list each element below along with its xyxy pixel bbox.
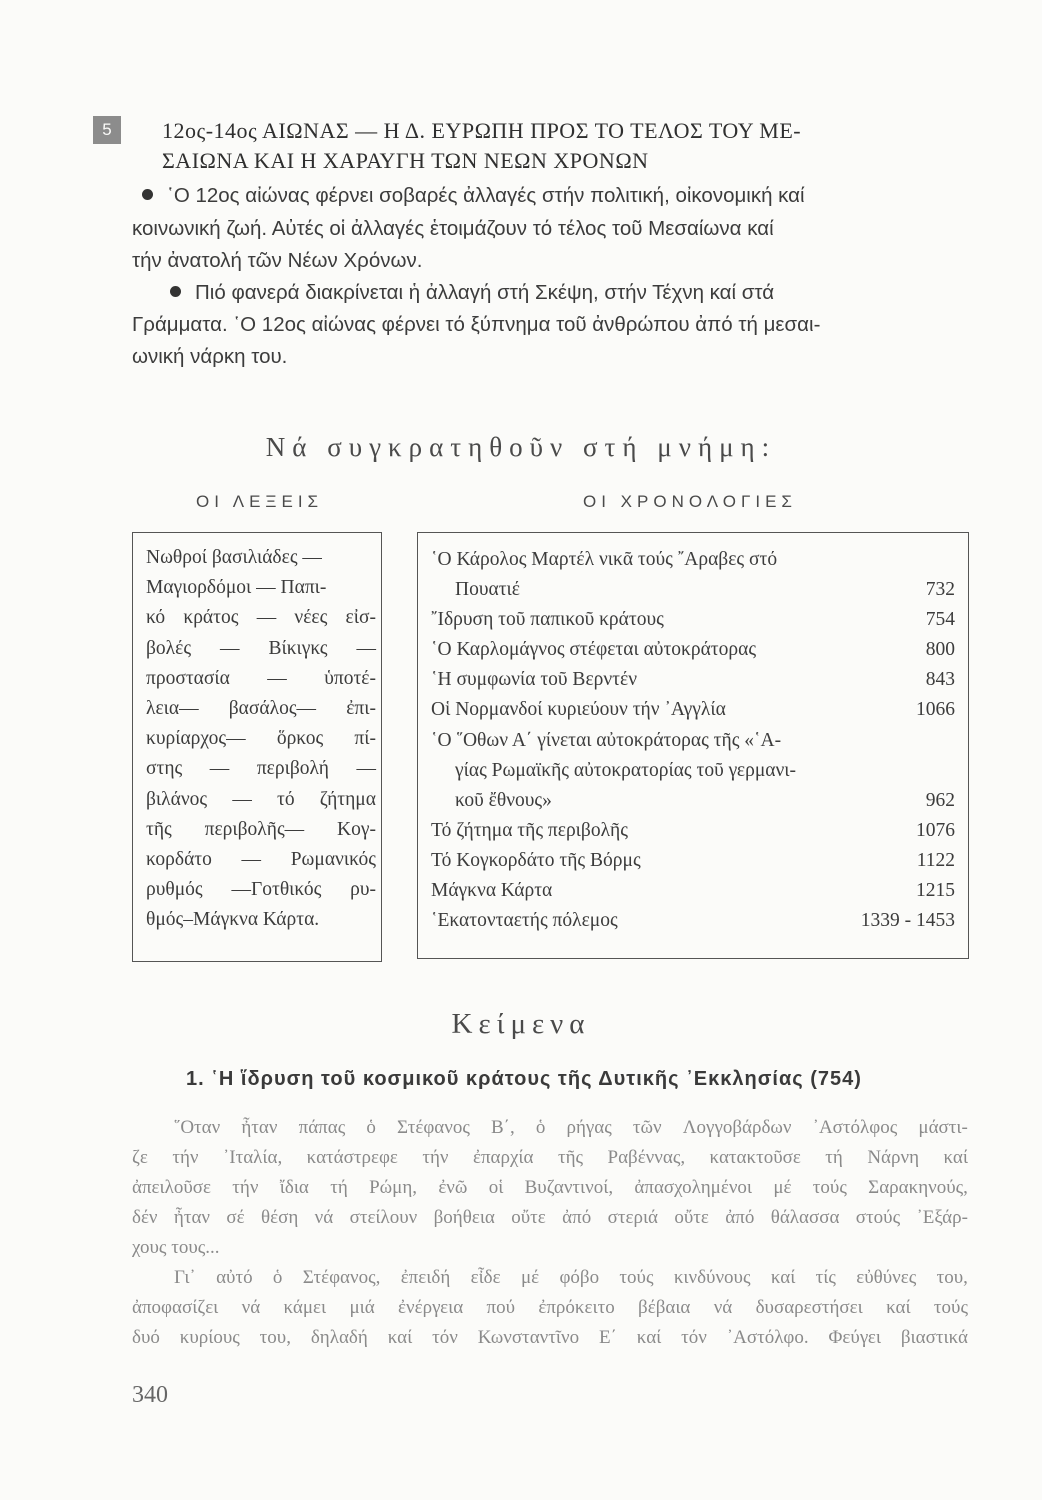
word-line: βολές — Βίκιγκς — — [146, 637, 376, 659]
body-text-line: ῞Οταν ἦταν πάπας ὁ Στέφανος Β΄, ὁ ρήγας τῶν Λογγοβάρδων ᾿Αστόλφος μάστι- — [174, 1117, 968, 1138]
page-number: 340 — [132, 1382, 168, 1408]
date-event: Τό Κογκορδάτο τῆς Βόρμς — [431, 849, 641, 871]
dates-list — [431, 545, 955, 936]
date-event: γίας Ρωμαϊκῆς αὐτοκρατορίας τοῦ γερμανι- — [455, 759, 797, 781]
word-line: κό κράτος — νέες εἰσ- — [146, 607, 376, 629]
words-list — [146, 543, 376, 936]
word-line: θμός–Μάγκνα Κάρτα. — [146, 909, 320, 931]
date-event: Οἱ Νορμανδοί κυριεύουν τήν ᾿Αγγλία — [431, 699, 726, 721]
body-text-line: χους τους... — [132, 1237, 220, 1258]
date-year: 1339 - 1453 — [860, 910, 955, 932]
date-row — [431, 786, 955, 816]
body-text-line: Γι᾿ αὐτό ὁ Στέφανος, ἐπειδή εἶδε μέ φόβο τούς κινδύνους καί τίς εὐθύνες του, — [174, 1267, 968, 1288]
date-year: 754 — [925, 609, 955, 631]
body-text-line: δυό κυρίους του, δηλαδή καί τόν Κωνσταντῖνο Ε΄ καί τόν ᾿Αστόλφο. Φεύγει βιαστικά — [132, 1327, 968, 1348]
body-text-line: δέν ἦταν σέ θέση νά στείλουν βοήθεια οὔτε ἀπό στεριά οὔτε ἀπό θάλασσα στούς ᾿Εξάρ- — [132, 1207, 968, 1228]
date-year: 1066 — [916, 699, 955, 721]
date-event: Μάγκνα Κάρτα — [431, 880, 553, 902]
intro-paragraph-2-line-2: Γράμματα. ῾Ο 12ος αἰώνας φέρνει τό ξύπνημα τοῦ ἀνθρώπου ἀπό τή μεσαι- — [132, 313, 821, 336]
date-year: 732 — [925, 579, 955, 601]
date-event: κοῦ ἔθνους» — [455, 789, 552, 811]
word-line: προστασία — ὑποτέ- — [146, 667, 376, 689]
date-row — [431, 846, 955, 876]
chapter-title-line-2: ΣΑΙΩΝΑ ΚΑΙ Η ΧΑΡΑΥΓΗ ΤΩΝ ΝΕΩΝ ΧΡΟΝΩΝ — [162, 148, 649, 173]
word-line: Μαγιορδόμοι — Παπι- — [146, 577, 327, 599]
words-column-header: ΟΙ ΛΕΞΕΙΣ — [196, 492, 324, 511]
chapter-title-line-1: 12ος-14ος ΑΙΩΝΑΣ — Η Δ. ΕΥΡΩΠΗ ΠΡΟΣ ΤΟ ΤΕΛΟΣ ΤΟΥ ΜΕ- — [162, 118, 802, 143]
word-line: τῆς περιβολῆς— Κογ- — [146, 818, 376, 840]
date-year: 962 — [925, 789, 955, 811]
date-row — [431, 575, 955, 605]
date-event: Τό ζήτημα τῆς περιβολῆς — [431, 819, 628, 841]
date-year: 1076 — [916, 819, 955, 841]
word-line: κορδάτο — Ρωμανικός — [146, 849, 376, 871]
date-year: 1215 — [916, 880, 955, 902]
date-row — [431, 726, 955, 756]
date-row — [431, 545, 955, 575]
date-year: 843 — [925, 669, 955, 691]
date-row — [431, 665, 955, 695]
word-line: στης — περιβολή — — [146, 758, 376, 780]
word-line: βιλάνος — τό ζήτημα — [146, 788, 376, 810]
intro-paragraph-2-line-1: Πιό φανερά διακρίνεται ἡ ἀλλαγή στή Σκέψη, στήν Τέχνη καί στά — [170, 277, 774, 309]
word-line: Νωθροί βασιλιάδες — — [146, 547, 322, 568]
date-year: 1122 — [916, 849, 955, 871]
date-event: ῎Ιδρυση τοῦ παπικοῦ κράτους — [431, 609, 664, 631]
intro-paragraph-1-line-3: τήν ἀνατολή τῶν Νέων Χρόνων. — [132, 249, 423, 272]
intro-paragraph-2-line-3: ωνική νάρκη του. — [132, 345, 288, 368]
remember-heading: Νά συγκρατηθοῦν στή μνήμη: — [265, 432, 777, 462]
bullet-icon — [170, 286, 181, 297]
chapter-number-badge: 5 — [93, 116, 121, 144]
word-line: κυρίαρχος— ὅρκος πί- — [146, 728, 376, 750]
intro-paragraph-1-line-2: κοινωνική ζωή. Αὐτές οἱ ἀλλαγές ἑτοιμάζουν τό τέλος τοῦ Μεσαίωνα καί — [132, 217, 774, 240]
date-row — [431, 695, 955, 725]
bullet-icon — [142, 189, 153, 200]
date-event: ῾Ο Κάρολος Μαρτέλ νικᾶ τούς ῎Αραβες στό — [431, 549, 778, 570]
date-row — [431, 876, 955, 906]
word-line: ρυθμός —Γοτθικός ρυ- — [146, 879, 376, 901]
date-row — [431, 635, 955, 665]
date-year: 800 — [925, 639, 955, 661]
intro-paragraph-1-line-1: ῾Ο 12ος αἰώνας φέρνει σοβαρές ἀλλαγές στήν πολιτική, οἰκονομική καί — [142, 180, 805, 212]
body-text-line: ἀποφασίζει νά κάμει μιά ἐνέργεια πού ἐπρόκειτο βέβαια νά δυσαρεστήσει καί τούς — [132, 1297, 968, 1318]
date-row — [431, 816, 955, 846]
date-row — [431, 906, 955, 936]
date-event: ῾Η συμφωνία τοῦ Βερντέν — [431, 669, 638, 691]
date-row — [431, 605, 955, 635]
date-event: ῾Εκατονταετής πόλεμος — [431, 910, 618, 932]
date-row — [431, 756, 955, 786]
date-event: ῾Ο Καρλομάγνος στέφεται αὐτοκράτορας — [431, 639, 757, 661]
document-title: 1. ῾Η ἵδρυση τοῦ κοσμικοῦ κράτους τῆς Δυτικῆς ᾿Εκκλησίας (754) — [186, 1068, 862, 1090]
texts-section-title: Κείμενα — [451, 1008, 591, 1040]
body-text-line: ἀπειλοῦσε τήν ἴδια τή Ρώμη, ἐνῶ οἱ Βυζαντινοί, ἀπασχολημένοι μέ τούς Σαρακηνούς, — [132, 1177, 968, 1198]
word-line: λεια— βασάλος— ἐπι- — [146, 698, 376, 720]
date-event: ῾Ο ῞Οθων Α΄ γίνεται αὐτοκράτορας τῆς «῾Α- — [431, 729, 782, 751]
date-event: Πουατιέ — [455, 579, 520, 601]
body-text-line: ζε τήν ᾿Ιταλία, κατάστρεφε τήν ἐπαρχία τῆς Ραβέννας, κατακτοῦσε τή Νάρνη καί — [132, 1147, 968, 1168]
dates-column-header: ΟΙ ΧΡΟΝΟΛΟΓΙΕΣ — [583, 492, 797, 511]
